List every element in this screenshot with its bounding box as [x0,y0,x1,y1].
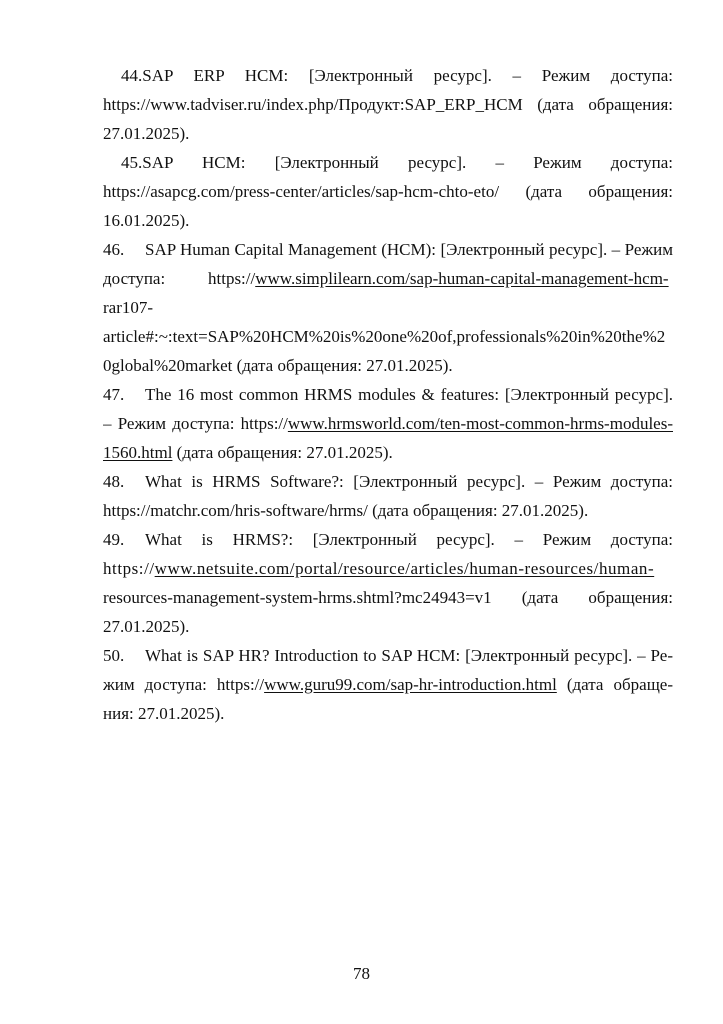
ref-50-access-date-start: (дата обраще- [556,675,673,694]
ref-45-line-1: 45.SAP HCM: [Электронный ресурс]. – Режим доступа: [121,153,673,172]
ref-47-link[interactable]: www.hrmsworld.com/ten-most-common-hrms-modules- [287,414,673,433]
ref-46-link[interactable]: www.simplilearn.com/sap-human-capital-management-hcm- [255,269,669,288]
ref-48-line-1: What is HRMS Software?: [Электронный ресурс]. – Режим доступа: [145,472,673,491]
ref-49-link[interactable]: www.netsuite.com/portal/resource/articles/human-resources/human- [154,559,655,578]
ref-46-line-4[interactable]: article#:~:text=SAP%20HCM%20is%20one%20of,professionals%20in%20the%2 [103,327,666,346]
ref-46-number: 46. [103,240,125,259]
ref-47-number: 47. [103,385,125,404]
ref-49-line-4: 27.01.2025). [103,617,190,636]
ref-49-line-1: What is HRMS?: [Электронный ресурс]. – Режим доступа: [145,530,673,549]
ref-48-line-2[interactable]: https://matchr.com/hris-software/hrms/ (дата обращения: 27.01.2025). [103,501,589,520]
ref-49-number: 49. [103,530,125,549]
ref-50-line-1: What is SAP HR? Introduction to SAP HCM: [Электронный ресурс]. – Ре- [145,646,673,665]
ref-49-link-prefix: https:// [103,559,155,578]
ref-44-line-2[interactable]: https://www.tadviser.ru/index.php/Продукт:SAP_ERP_HCM (дата обращения: [103,95,673,114]
ref-50-link[interactable]: www.guru99.com/sap-hr-introduction.html [264,675,557,694]
ref-50-number: 50. [103,646,125,665]
ref-44-line-1: 44.SAP ERP HCM: [Электронный ресурс]. – Режим доступа: [121,66,673,85]
ref-47-line-2[interactable] [103,414,673,434]
ref-45-line-2[interactable]: https://asapcg.com/press-center/articles/sap-hcm-chto-eto/ (дата обращения: [103,182,673,201]
ref-50-line-2[interactable] [103,675,673,695]
ref-45-line-3: 16.01.2025). [103,211,190,230]
ref-50-line-3: ния: 27.01.2025). [103,704,225,723]
ref-44-line-3: 27.01.2025). [103,124,190,143]
ref-47-access-date: (дата обращения: 27.01.2025). [172,443,393,462]
ref-46-link-line[interactable] [208,269,673,289]
page-number: 78 [353,964,370,983]
ref-46-line-5: 0global%20market (дата обращения: 27.01.2025). [103,356,453,375]
ref-48-number: 48. [103,472,125,491]
ref-49-line-3[interactable]: resources-management-system-hrms.shtml?mc24943=v1 (дата обращения: [103,588,673,607]
ref-47-line-1: The 16 most common HRMS modules & features: [Электронный ресурс]. [145,385,673,404]
ref-46-access-label: доступа: [103,269,166,288]
ref-47-line-3 [103,443,673,463]
ref-50-access-label: жим доступа: https:// [103,675,265,694]
ref-46-line-3[interactable]: rar107- [103,298,154,317]
ref-46-link-prefix: https:// [208,269,256,288]
ref-47-link-end[interactable]: 1560.html [103,443,173,462]
ref-46-line-1: SAP Human Capital Management (HCM): [Электронный ресурс]. – Режим [145,240,673,259]
ref-49-line-2[interactable] [103,559,673,579]
ref-47-access-label: – Режим доступа: https:// [103,414,288,433]
